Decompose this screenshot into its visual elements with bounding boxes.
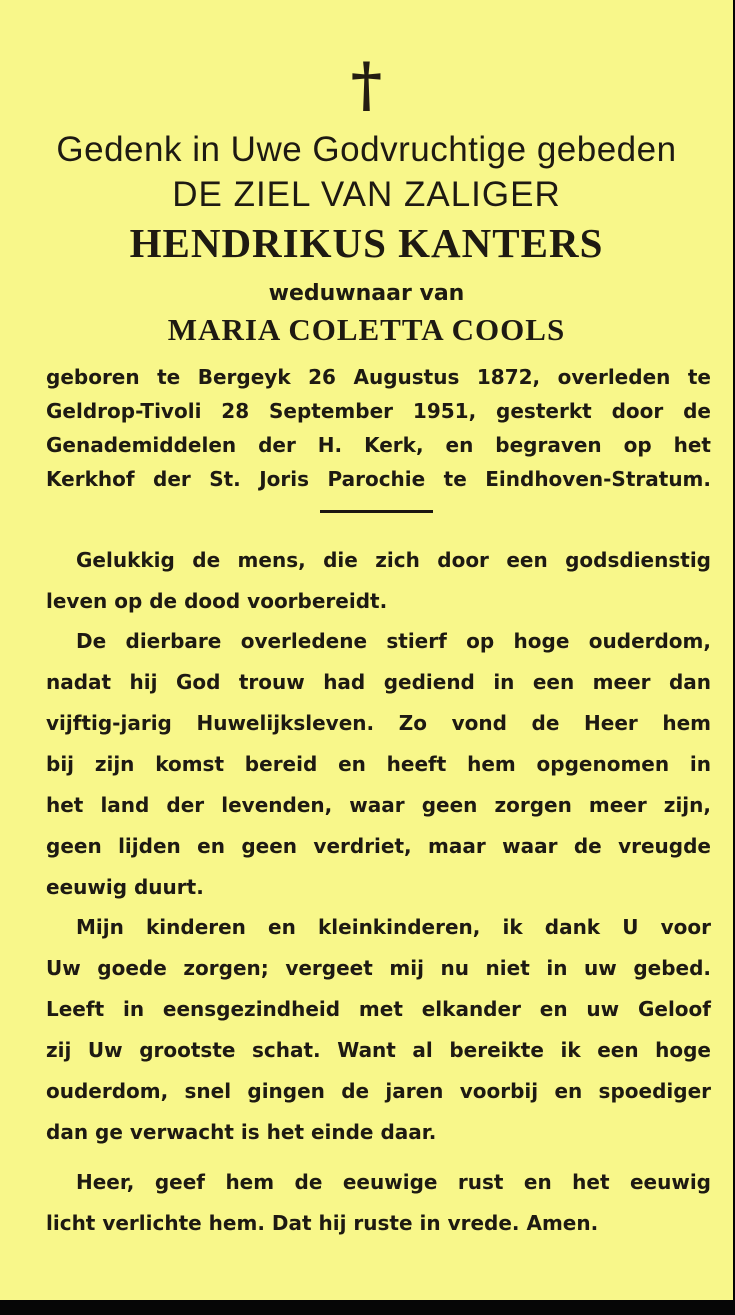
widower-line: weduwnaar van — [268, 281, 465, 306]
text-line: leven op de dood voorbereidt. — [46, 589, 388, 613]
bio-line: Genademiddelen der H. Kerk, en begraven op het — [46, 433, 711, 457]
deceased-name: HENDRIKUS KANTERS — [129, 220, 604, 266]
text-line: bij zijn komst bereid en heeft hem opgenomen in — [46, 752, 711, 776]
text-line: De dierbare overledene stierf op hoge ouderdom, — [76, 629, 711, 653]
text-line: het land der levenden, waar geen zorgen meer zijn, — [46, 793, 711, 817]
text-line: Uw goede zorgen; vergeet mij nu niet in uw gebed. — [46, 956, 711, 980]
intro-line: Gedenk in Uwe Godvruchtige gebeden — [56, 130, 677, 169]
bio-line: geboren te Bergeyk 26 Augustus 1872, overleden te — [46, 365, 711, 389]
text-line: Heer, geef hem de eeuwige rust en het eeuwig — [76, 1170, 711, 1194]
bottom-border — [0, 1300, 735, 1315]
paragraph-1 — [46, 540, 711, 622]
bio-line: Kerkhof der St. Joris Parochie te Eindhoven-Stratum. — [46, 467, 711, 491]
text-line: zij Uw grootste schat. Want al bereikte ik een hoge — [46, 1038, 711, 1062]
text-line: Gelukkig de mens, die zich door een godsdienstig — [76, 548, 711, 572]
bio-line: Geldrop-Tivoli 28 September 1951, gesterkt door de — [46, 399, 711, 423]
paragraph-2 — [46, 621, 711, 908]
text-line: ouderdom, snel gingen de jaren voorbij en spoediger — [46, 1079, 711, 1103]
text-line: Mijn kinderen en kleinkinderen, ik dank U voor — [76, 915, 711, 939]
text-line: dan ge verwacht is het einde daar. — [46, 1120, 437, 1144]
soul-line: DE ZIEL VAN ZALIGER — [172, 175, 561, 214]
text-line: vijftig-jarig Huwelijksleven. Zo vond de Heer hem — [46, 711, 711, 735]
text-line: licht verlichte hem. Dat hij ruste in vrede. Amen. — [46, 1211, 599, 1235]
cross-icon: † — [350, 50, 383, 120]
text-line: nadat hij God trouw had gediend in een meer dan — [46, 670, 711, 694]
spouse-name: MARIA COLETTA COOLS — [167, 312, 566, 347]
text-line: eeuwig duurt. — [46, 875, 204, 899]
text-line: geen lijden en geen verdriet, maar waar de vreugde — [46, 834, 711, 858]
biography — [46, 360, 711, 496]
paragraph-4 — [46, 1162, 711, 1244]
text-line: Leeft in eensgezindheid met elkander en uw Geloof — [46, 997, 711, 1021]
paragraph-3 — [46, 907, 711, 1153]
divider — [320, 510, 433, 513]
